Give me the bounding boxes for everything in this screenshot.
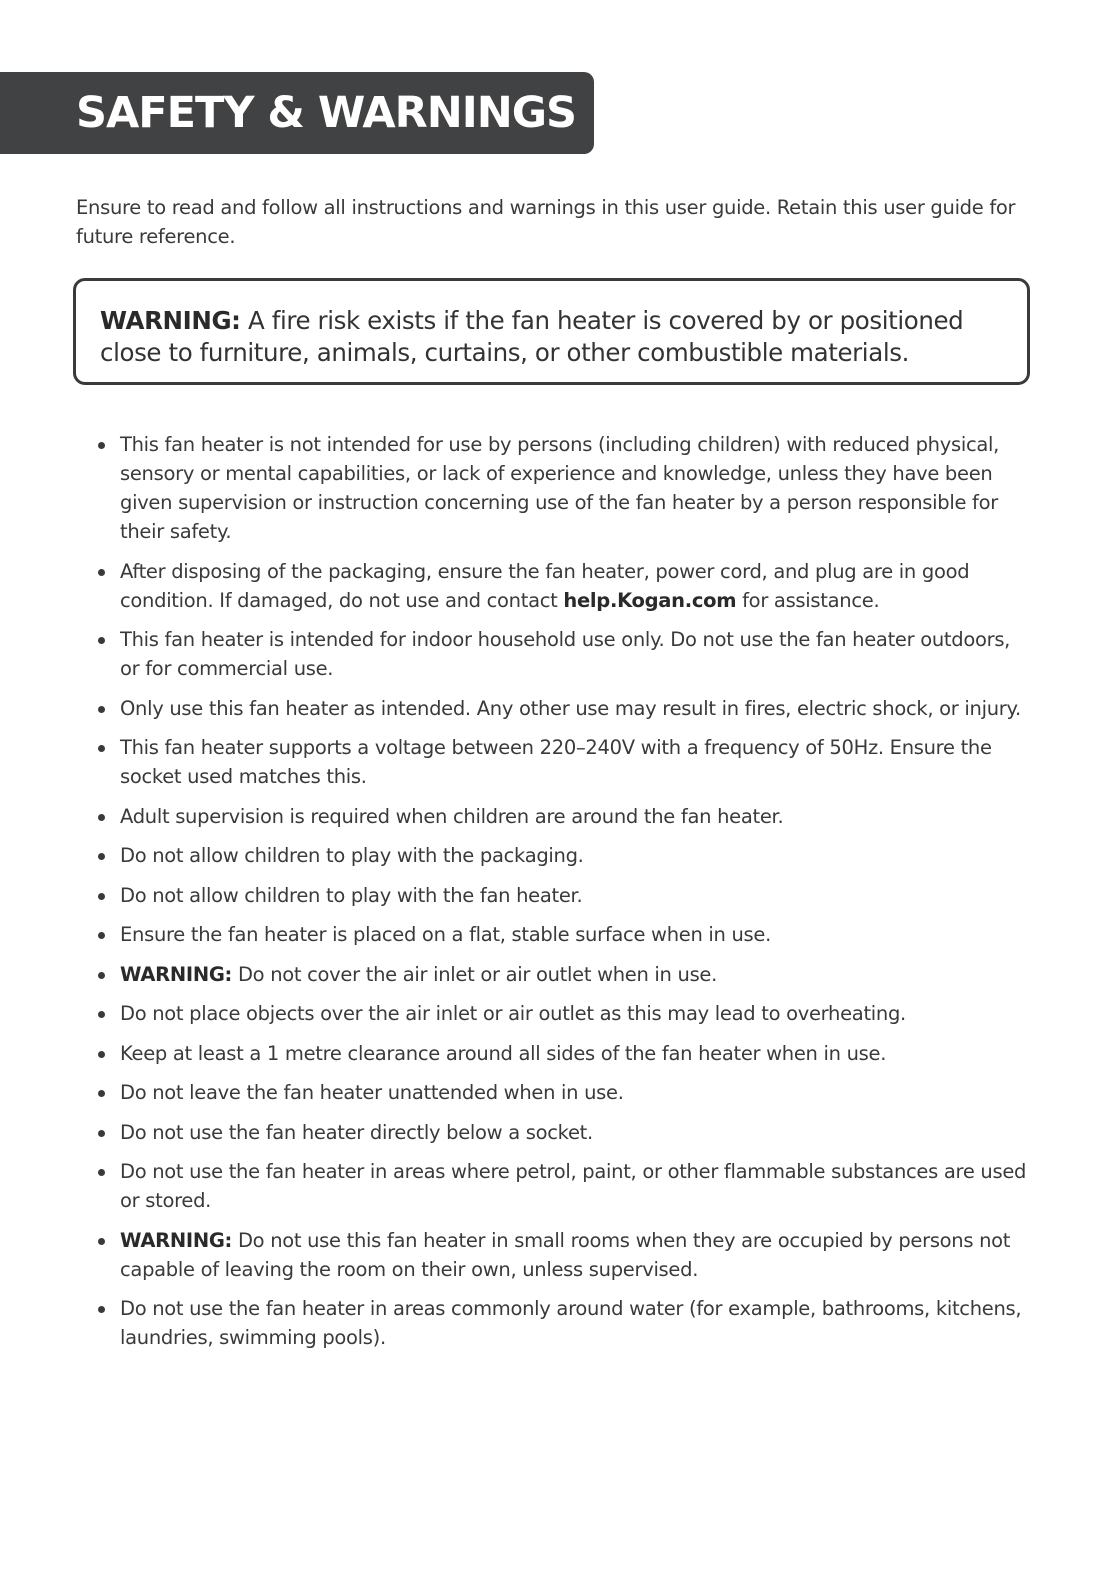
bullet-icon (98, 706, 105, 713)
warning-label: WARNING: (120, 1228, 233, 1252)
list-item (95, 1039, 1030, 1068)
list-item (95, 960, 1030, 989)
bullet-icon (98, 1051, 105, 1058)
list-item (95, 841, 1030, 870)
bullet-icon (98, 637, 105, 644)
bullet-text: Do not allow children to play with the packaging. (120, 844, 584, 867)
bullet-text: Adult supervision is required when children are around the fan heater. (120, 804, 784, 828)
bullet-text: Do not use this fan heater in small rooms when they are occupied by persons not capable of leaving the room on their own, unless supervised. (120, 1228, 1011, 1281)
bullet-icon (98, 442, 105, 449)
list-item (95, 1294, 1030, 1352)
bullet-icon (98, 814, 105, 821)
bullet-icon (98, 1090, 105, 1097)
warning-label: WARNING: (120, 962, 233, 986)
bullet-text: After disposing of the packaging, ensure the fan heater, power cord, and plug are in good condition. If damaged, do not use and contact (120, 559, 970, 612)
bullet-icon (98, 853, 105, 860)
list-item (95, 1118, 1030, 1147)
list-item (95, 625, 1030, 683)
bullet-text: Do not allow children to play with the fan heater. (120, 883, 583, 907)
bullet-text: Do not place objects over the air inlet or air outlet as this may lead to overheating. (120, 1002, 906, 1025)
bullet-text: Do not use the fan heater in areas where petrol, paint, or other flammable substances are used or stored. (120, 1160, 1027, 1212)
bullet-icon (98, 1130, 105, 1137)
list-item (95, 920, 1030, 949)
list-item (95, 694, 1030, 723)
bullet-text: Do not cover the air inlet or air outlet when in use. (232, 962, 718, 986)
list-item (95, 999, 1030, 1028)
bullet-text: for assistance. (736, 588, 880, 612)
bullet-icon (98, 893, 105, 900)
intro-paragraph: Ensure to read and follow all instructions and warnings in this user guide. Retain this user guide for future reference. (76, 196, 1016, 248)
warning-label: WARNING: (100, 306, 241, 335)
bullet-icon (98, 569, 105, 576)
bullet-icon (98, 1011, 105, 1018)
bullet-text: Do not leave the fan heater unattended when in use. (120, 1081, 624, 1104)
list-item (95, 881, 1030, 910)
bullet-text: This fan heater is not intended for use by persons (including children) with reduced physical, sensory or mental capabilities, or lack of experience and knowledge, unless they have been given supervision or instruction concerning use of the fan heater by a person responsible for their safety. (120, 433, 1000, 543)
bullet-text: This fan heater supports a voltage between 220–240V with a frequency of 50Hz. Ensure the socket used matches this. (120, 736, 992, 788)
bullet-text: This fan heater is intended for indoor household use only. Do not use the fan heater outdoors, or for commercial use. (120, 628, 1011, 680)
list-item (95, 1226, 1030, 1284)
bullet-text: Do not use the fan heater directly below a socket. (120, 1120, 593, 1144)
bullet-icon (98, 1238, 105, 1245)
bullet-text: Do not use the fan heater in areas commonly around water (for example, bathrooms, kitchens, laundries, swimming pools). (120, 1297, 1022, 1349)
bullet-icon (98, 745, 105, 752)
safety-bullet-list (95, 430, 1030, 1363)
list-item (95, 1078, 1030, 1107)
bullet-icon (98, 1169, 105, 1176)
warning-body: A fire risk exists if the fan heater is covered by or positioned close to furniture, animals, curtains, or other combustible materials. (100, 306, 964, 367)
bullet-icon (98, 1306, 105, 1313)
list-item (95, 1157, 1030, 1215)
list-item (95, 430, 1030, 546)
fire-warning-text (100, 305, 1020, 369)
help-link[interactable]: help.Kogan.com (563, 588, 737, 612)
bullet-text: Keep at least a 1 metre clearance around all sides of the fan heater when in use. (120, 1041, 887, 1065)
bullet-icon (98, 932, 105, 939)
page-title: SAFETY & WARNINGS (76, 88, 577, 138)
list-item (95, 802, 1030, 831)
list-item (95, 733, 1030, 791)
section-header-bar (0, 72, 594, 154)
list-item (95, 557, 1030, 615)
fire-warning-box (73, 278, 1030, 385)
bullet-text: Only use this fan heater as intended. Any other use may result in fires, electric shock, or injury. (120, 696, 1021, 720)
bullet-icon (98, 972, 105, 979)
bullet-text: Ensure the fan heater is placed on a flat, stable surface when in use. (120, 923, 772, 946)
